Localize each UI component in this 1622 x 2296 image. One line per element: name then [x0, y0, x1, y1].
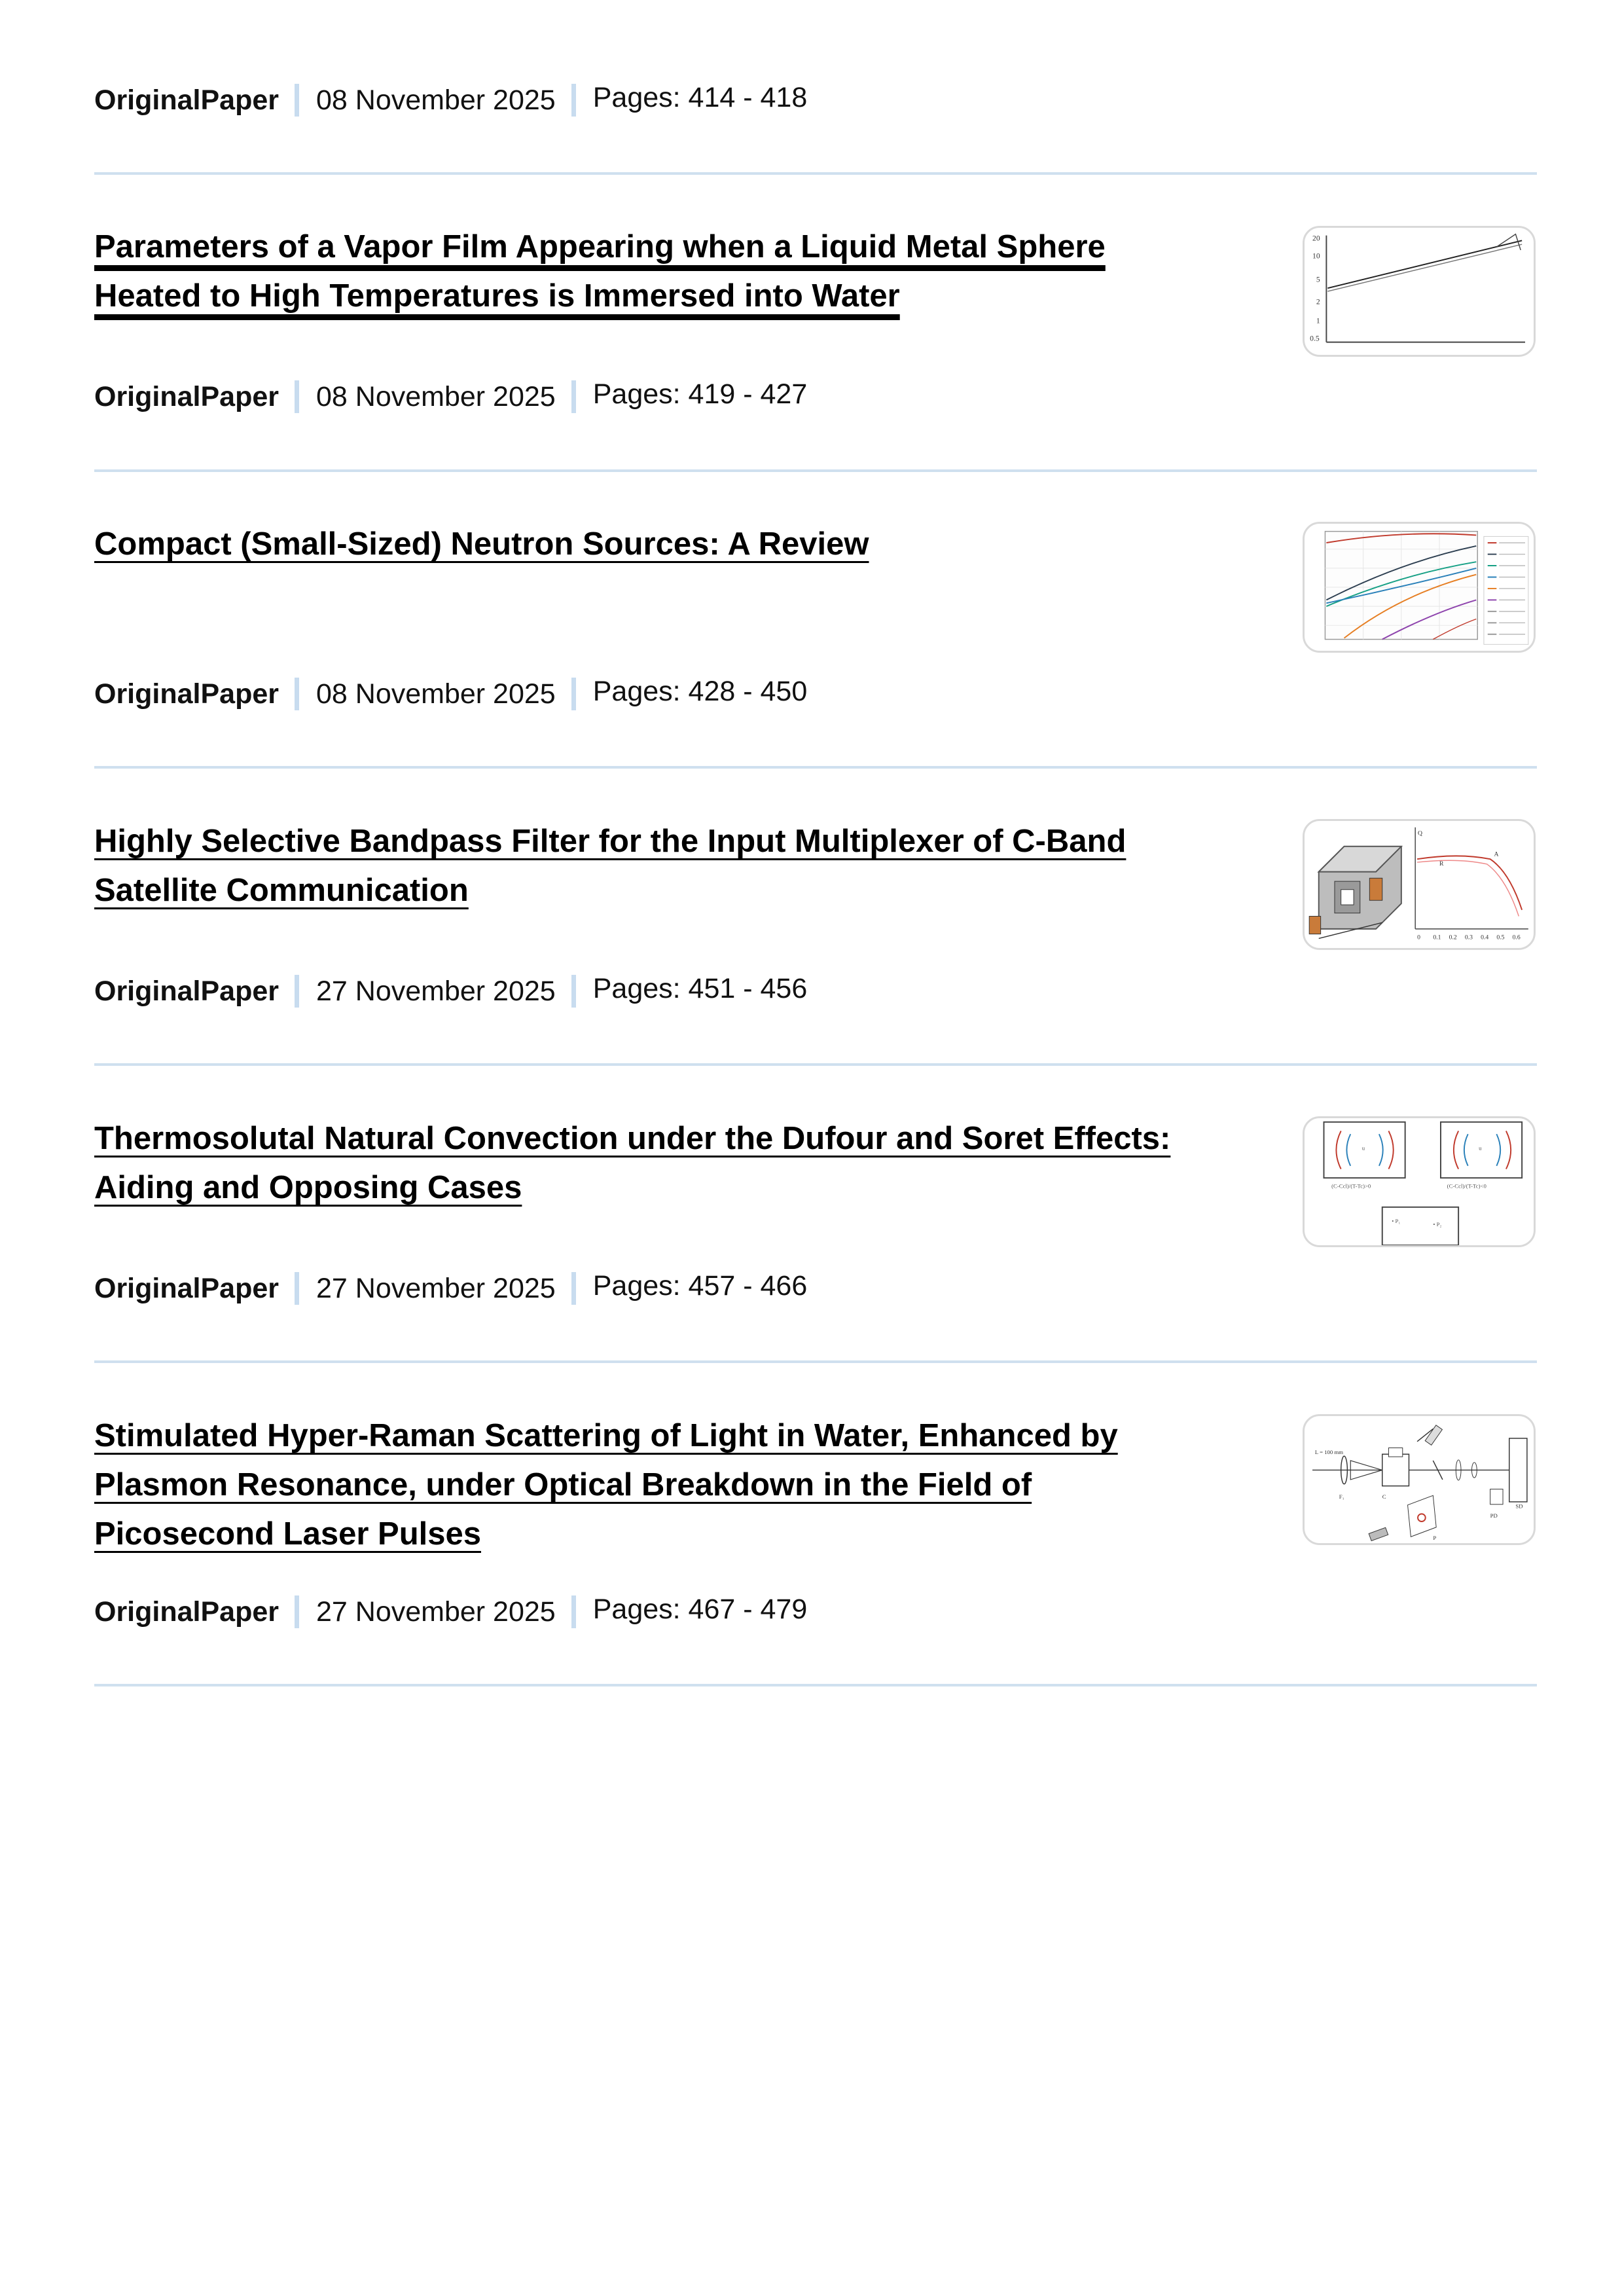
article-meta [94, 973, 807, 1010]
svg-text:P: P [1433, 1535, 1437, 1542]
meta-separator [295, 1272, 299, 1305]
article-divider [94, 1684, 1537, 1686]
svg-text:1: 1 [1316, 316, 1320, 325]
svg-text:A: A [1494, 850, 1499, 858]
meta-separator [295, 678, 299, 710]
publish-date: 08 November 2025 [315, 84, 556, 116]
meta-separator [295, 1595, 299, 1628]
article-meta [94, 82, 807, 118]
svg-text:0.4: 0.4 [1481, 934, 1489, 941]
meta-separator [571, 1595, 576, 1628]
article-type: OriginalPaper [94, 1595, 279, 1628]
svg-text:10: 10 [1312, 251, 1320, 261]
article-title-link[interactable]: Highly Selective Bandpass Filter for the Input Multiplexer of C-Band Satellite Communication [94, 824, 1126, 908]
article-type: OriginalPaper [94, 678, 279, 710]
page-range: Pages: 457 - 466 [592, 1269, 808, 1302]
article-divider [94, 1360, 1537, 1363]
svg-text:Q: Q [1418, 829, 1423, 837]
page-range: Pages: 467 - 479 [592, 1593, 808, 1625]
article-meta [94, 378, 807, 415]
svg-text:(C-Ccl)/(T-Tc)<0: (C-Ccl)/(T-Tc)<0 [1447, 1182, 1487, 1190]
svg-text:0.2: 0.2 [1449, 934, 1457, 941]
svg-text:• P₂: • P₂ [1433, 1220, 1442, 1228]
svg-text:u: u [1361, 1144, 1365, 1152]
svg-text:SD: SD [1515, 1503, 1523, 1510]
multi-curve-plot-thumbnail[interactable] [1303, 522, 1536, 653]
article-title-link[interactable]: Thermosolutal Natural Convection under the Dufour and Soret Effects: Aiding and Opposing Cases [94, 1121, 1171, 1205]
page-range: Pages: 451 - 456 [592, 972, 808, 1004]
svg-text:20: 20 [1312, 234, 1320, 243]
publish-date: 27 November 2025 [315, 1272, 556, 1304]
svg-text:C: C [1382, 1493, 1386, 1501]
svg-text:0.1: 0.1 [1433, 934, 1441, 941]
meta-separator [571, 1272, 576, 1305]
page-range: Pages: 414 - 418 [592, 81, 808, 113]
svg-text:L = 100 mm: L = 100 mm [1314, 1449, 1344, 1456]
convection-diagram-thumbnail[interactable] [1303, 1116, 1536, 1247]
article-type: OriginalPaper [94, 380, 279, 412]
article-divider [94, 172, 1537, 175]
article-title-link[interactable]: Stimulated Hyper-Raman Scattering of Light in Water, Enhanced by Plasmon Resonance, under Optical Breakdown in the Field of Picosecond Laser Pulses [94, 1418, 1118, 1552]
page-range: Pages: 419 - 427 [592, 378, 808, 410]
article-title [94, 1412, 1233, 1559]
filter-device-thumbnail[interactable] [1303, 819, 1536, 950]
page-range: Pages: 428 - 450 [592, 675, 808, 707]
meta-separator [295, 84, 299, 117]
meta-separator [295, 975, 299, 1008]
svg-text:0.3: 0.3 [1464, 934, 1473, 941]
line-plot-thumbnail[interactable] [1303, 226, 1536, 357]
article-title [94, 817, 1233, 915]
article-type: OriginalPaper [94, 975, 279, 1007]
article-meta [94, 1270, 807, 1307]
article-title-link[interactable]: Parameters of a Vapor Film Appearing when a Liquid Metal Sphere Heated to High Temperatures is Immersed into Water [94, 229, 1106, 314]
svg-text:PD: PD [1490, 1512, 1498, 1520]
svg-text:0.6: 0.6 [1512, 934, 1521, 941]
article-meta [94, 676, 807, 712]
article-type: OriginalPaper [94, 84, 279, 116]
svg-text:u: u [1479, 1144, 1482, 1152]
article-title [94, 520, 1233, 569]
svg-text:0.5: 0.5 [1496, 934, 1505, 941]
article-divider [94, 766, 1537, 769]
svg-text:0: 0 [1417, 934, 1420, 941]
meta-separator [571, 678, 576, 710]
publish-date: 08 November 2025 [315, 678, 556, 710]
svg-text:2: 2 [1316, 297, 1320, 306]
meta-separator [571, 380, 576, 413]
svg-text:(C-Ccl)/(T-Tc)>0: (C-Ccl)/(T-Tc)>0 [1331, 1182, 1371, 1190]
publish-date: 27 November 2025 [315, 1595, 556, 1628]
article-title [94, 1114, 1233, 1212]
publish-date: 27 November 2025 [315, 975, 556, 1007]
article-meta [94, 1594, 807, 1630]
article-divider [94, 1063, 1537, 1066]
publish-date: 08 November 2025 [315, 380, 556, 412]
meta-separator [295, 380, 299, 413]
svg-text:R: R [1439, 860, 1444, 867]
svg-text:• P₁: • P₁ [1392, 1218, 1401, 1225]
svg-text:F₁: F₁ [1339, 1493, 1344, 1501]
article-title-link[interactable]: Compact (Small-Sized) Neutron Sources: A Review [94, 526, 869, 562]
svg-text:0.5: 0.5 [1310, 334, 1320, 343]
article-divider [94, 469, 1537, 472]
article-title [94, 223, 1233, 321]
article-type: OriginalPaper [94, 1272, 279, 1304]
meta-separator [571, 975, 576, 1008]
meta-separator [571, 84, 576, 117]
optical-setup-thumbnail[interactable] [1303, 1414, 1536, 1545]
svg-text:5: 5 [1316, 275, 1320, 284]
